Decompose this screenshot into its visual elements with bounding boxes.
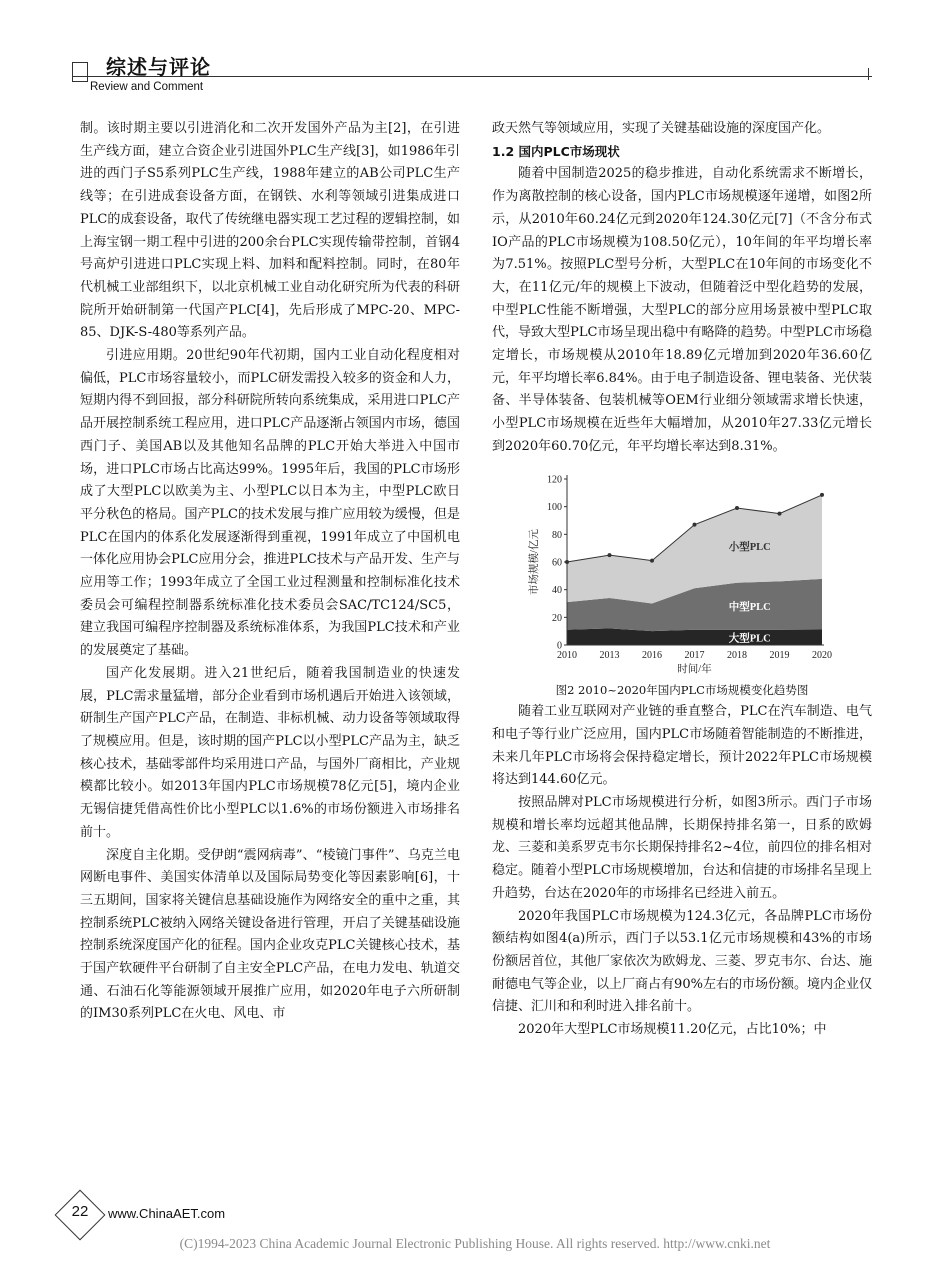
header-rule-end xyxy=(868,68,869,80)
left-column xyxy=(80,118,460,1026)
y-tick-label: 80 xyxy=(552,529,562,541)
total-point xyxy=(820,492,824,496)
paragraph: 2020年大型PLC市场规模11.20亿元，占比10%；中 xyxy=(518,1022,827,1038)
y-tick-label: 60 xyxy=(552,557,562,569)
series-label: 小型PLC xyxy=(728,541,771,553)
total-point xyxy=(650,558,654,562)
series-area-1 xyxy=(567,628,822,645)
series-label: 大型PLC xyxy=(728,632,771,644)
x-tick-label: 2016 xyxy=(642,649,662,661)
x-tick-label: 2013 xyxy=(599,649,620,661)
total-point xyxy=(608,553,612,557)
paragraph: 随着工业互联网对产业链的垂直整合，PLC在汽车制造、电气和电子等行业广泛应用，国内PLC市场随着智能制造的不断推进，未来几年PLC市场将会保持稳定增长，预计2022年PLC市场规模将达到144.60亿元。 xyxy=(492,704,872,788)
paragraph: 深度自主化期。受伊朗“震网病毒”、“棱镜门事件”、乌克兰电网断电事件、美国实体清单以及国际局势变化等因素影响[6]，十三五期间，国家将关键信息基础设施作为网络安全的重中之重，其控制系统PLC被纳入网络关键设备进行管理，开启了关键基础设施控制系统深度国产化的征程。国内企业攻克PLC关键核心技术，基于国产软硬件平台研制了自主安全PLC产品，在电力发电、轨道交通、石油石化等能源领域开展推广应用，如2020年电子六所研制的IM30系列PLC在火电、风电、市 xyxy=(80,847,460,1022)
section-heading: 1.2 国内PLC市场现状 xyxy=(492,143,620,159)
x-tick-label: 2020 xyxy=(812,649,832,661)
y-tick-label: 20 xyxy=(552,612,562,624)
journal-url: www.ChinaAET.com xyxy=(108,1206,226,1221)
paragraph: 国产化发展期。进入21世纪后，随着我国制造业的快速发展，PLC需求量猛增，部分企业看到市场机遇后开始进入该领域，研制生产国产PLC产品，在制造、非标机械、动力设备等领域取得了规模应用。但是，该时期的国产PLC以小型PLC产品为主，缺乏核心技术，基础零部件均采用进口产品，与国外厂商相比，产业规模都比较小。如2013年国内PLC市场规模78亿元[5]，境内企业无锡信捷凭借高性价比小型PLC以1.6%的市场份额进入市场排名前十。 xyxy=(80,665,460,840)
copyright-watermark: (C)1994-2023 China Academic Journal Electronic Publishing House. All rights reserved. http://www.cnki.net xyxy=(179,1236,771,1251)
x-tick-label: 2018 xyxy=(727,649,747,661)
paragraph: 2020年我国PLC市场规模为124.3亿元，各品牌PLC市场份额结构如图4(a)所示，西门子以53.1亿元市场规模和43%的市场份额居首位，其他厂家依次为欧姆龙、三菱、罗克韦尔、台达、施耐德电气等企业，以上厂商占有90%左右的市场份额。境内企业仅信捷、汇川和和利时进入排名前十。 xyxy=(492,908,872,1015)
series-label: 中型PLC xyxy=(728,601,771,613)
journal-header xyxy=(72,48,872,98)
figure-caption: 图2 2010~2020年国内PLC市场规模变化趋势图 xyxy=(555,682,809,697)
y-tick-label: 40 xyxy=(552,584,562,596)
paragraph: 随着中国制造2025的稳步推进，自动化系统需求不断增长，作为离散控制的核心设备，国内PLC市场规模逐年递增，如图2所示，从2010年60.24亿元到2020年124.30亿元[7]（不含分布式IO产品的PLC市场规模为108.50亿元），10年间的年平均增长率为7.51%。按照PLC型号分析，大型PLC在10年间的市场变化不大，在11亿元/年的规模上下波动，但随着泛中型化趋势的发展，中型PLC性能不断增强，大型PLC的部分应用场景被中型PLC取代，导致大型PLC市场呈现出稳中有略降的趋势。中型PLC市场稳定增长，市场规模从2010年18.89亿元增加到2020年36.60亿元，年平均增长率6.84%。由于电子制造设备、锂电装备、光伏装备、半导体装备、包装机械等OEM行业细分领域需求增长快速，小型PLC市场规模在近些年大幅增加，从2010年27.33亿元增长到2020年60.70亿元，年平均增长率达到8.31%。 xyxy=(492,166,872,454)
section-subtitle: Review and Comment xyxy=(90,81,204,93)
paragraph: 按照品牌对PLC市场规模进行分析，如图3所示。西门子市场规模和增长率均远超其他品牌，长期保持排名第一，日系的欧姆龙、三菱和美系罗克韦尔长期保持排名2~4位，前四位的排名相对稳定。随着小型PLC市场规模增加，台达和信捷的市场排名呈现上升趋势，台达在2020年的市场排名已经进入前五。 xyxy=(492,795,872,901)
total-point xyxy=(778,511,782,515)
section-title: 综述与评论 xyxy=(106,55,211,79)
total-point xyxy=(693,522,697,526)
x-tick-label: 2017 xyxy=(684,649,705,661)
paragraph: 政天然气等领域应用，实现了关键基础设施的深度国产化。 xyxy=(492,121,831,136)
right-column xyxy=(492,118,872,1042)
total-point xyxy=(735,506,739,510)
figure-2 xyxy=(492,469,872,679)
y-tick-label: 100 xyxy=(547,501,562,513)
x-axis-label: 时间/年 xyxy=(677,663,712,675)
y-tick-label: 0 xyxy=(557,640,562,652)
x-tick-label: 2019 xyxy=(769,649,790,661)
market-chart xyxy=(492,469,872,679)
y-axis-label: 市场规模/亿元 xyxy=(529,528,540,595)
x-tick-label: 2010 xyxy=(557,649,577,661)
paragraph: 引进应用期。20世纪90年代初期，国内工业自动化程度相对偏低，PLC市场容量较小，而PLC研发需投入较多的资金和人力，短期内得不到回报，部分科研院所转向系统集成，采用进口PLC产品开展控制系统工程应用，进口PLC产品逐渐占领国内市场，德国西门子、美国AB以及其他知名品牌的PLC开始大举进入中国市场，进口PLC市场占比高达99%。1995年后，我国的PLC市场形成了大型PLC以欧美为主、小型PLC以日本为主，中型PLC欧日平分秋色的格局。国产PLC的技术发展与推广应用较为缓慢，但是PLC在国内的体系化发展逐渐得到重视，1991年成立了中国机电一体化应用协会PLC应用分会，推进PLC技术与产品开发、生产与应用等工作；1993年成立了全国工业过程测量和控制标准化技术委员会可编程控制器系统标准化技术委员会SAC/TC124/SC5，建立我国可编程序控制器及系统标准体系，为我国PLC技术和产业的发展奠定了基础。 xyxy=(80,348,460,659)
section-mark-icon xyxy=(72,62,88,82)
paragraph: 制。该时期主要以引进消化和二次开发国外产品为主[2]，在引进生产线方面，建立合资企业引进国外PLC生产线[3]，如1986年引进的西门子S5系列PLC生产线，1988年建立的AB公司PLC生产线等；在引进成套设备方面，在钢铁、水利等领域引进集成进口PLC的成套设备，取代了传统继电器实现工艺过程的逻辑控制，如上海宝钢一期工程中引进的200余台PLC实现传输带控制，首钢4号高炉引进进口PLC实现上料、加料和配料控制。同时，在80年代机械工业部组织下，以北京机械工业自动化研究所为代表的科研院所开始研制第一代国产PLC[4]，先后形成了MPC-20、MPC-85、DJK-S-480等系列产品。 xyxy=(80,121,460,341)
page-number: 22 xyxy=(71,1203,89,1220)
y-tick-label: 120 xyxy=(547,474,562,486)
